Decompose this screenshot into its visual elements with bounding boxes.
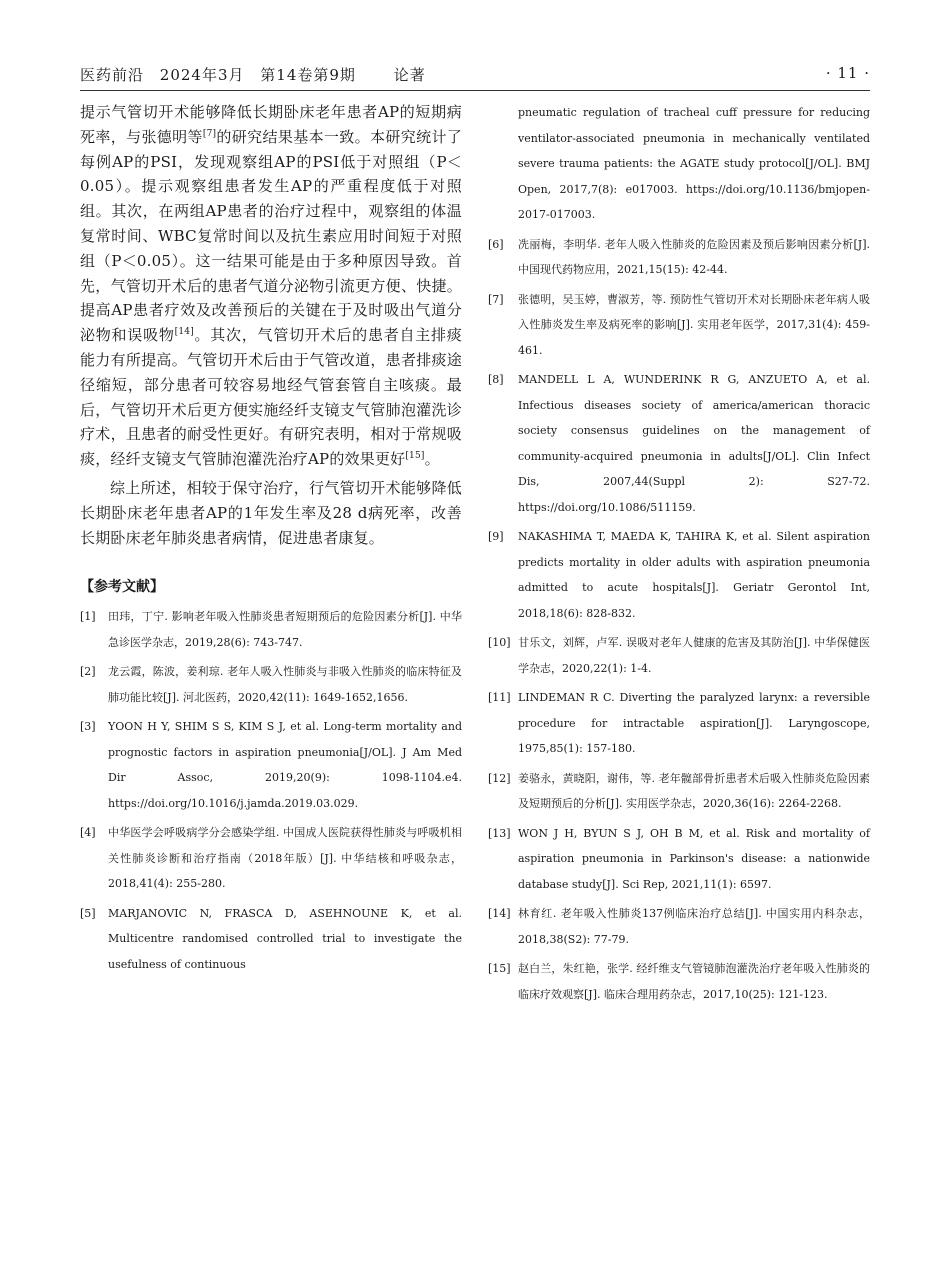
reference-text: NAKASHIMA T, MAEDA K, TAHIRA K, et al. Silent aspiration predicts mortality in older adults with aspiration pneumonia admitted to acute hospitals[J]. Geriatr Gerontol Int, 2018,18(6): 828-832. — [518, 530, 870, 620]
header-left — [80, 64, 436, 85]
running-header — [80, 60, 870, 86]
reference-item — [488, 287, 870, 364]
reference-number: [6] — [488, 237, 504, 251]
body-paragraph-1: 提示气管切开术能够降低长期卧床老年患者AP的短期病死率，与张德明等[7]的研究结果基本一致。本研究统计了每例AP的PSI，发现观察组AP的PSI低于对照组（P＜0.05）。提示观察组患者发生AP的严重程度低于对照组。其次，在两组AP患者的治疗过程中，观察组的体温复常时间、WBC复常时间以及抗生素应用时间短于对照组（P＜0.05）。这一结果可能是由于多种原因导致。首先，气管切开术后的患者气道分泌物引流更方便、快捷。提高AP患者疗效及改善预后的关键在于及时吸出气道分泌物和误吸物[14]。其次，气管切开术后的患者自主排痰能力有所提高。气管切开术后由于气管改道，患者排痰途径缩短，部分患者可较容易地经气管套管自主咳痰。最后，气管切开术后更方便实施经纤支镜支气管肺泡灌洗诊疗术，且患者的耐受性更好。有研究表明，相对于常规吸痰，经纤支镜支气管肺泡灌洗治疗AP的效果更好[15]。 — [80, 103, 463, 469]
citation-14: [14] — [174, 327, 194, 338]
reference-item — [80, 820, 462, 897]
body-paragraph-2: 综上所述，相较于保守治疗，行气管切开术能够降低长期卧床老年患者AP的1年发生率及28 d病死率，改善长期卧床老年肺炎患者病情，促进患者康复。 — [80, 478, 462, 547]
citation-15: [15] — [405, 451, 425, 462]
reference-number: [15] — [488, 962, 511, 975]
reference-item — [488, 956, 870, 1007]
reference-list-right — [488, 232, 870, 1008]
reference-number: [12] — [488, 771, 511, 785]
left-column — [80, 100, 462, 981]
reference-text: 甘乐文，刘辉，卢军. 误吸对老年人健康的危害及其防治[J]. 中华保健医学杂志，2020,22(1): 1-4. — [518, 636, 870, 675]
issue-date: 2024年3月 — [159, 66, 245, 84]
reference-text: 林育红. 老年吸入性肺炎137例临床治疗总结[J]. 中国实用内科杂志，2018,38(S2): 77-79. — [518, 907, 870, 946]
reference-text: WON J H, BYUN S J, OH B M, et al. Risk and mortality of aspiration pneumonia in Parkinson's disease: a nationwide database study[J]. Sci Rep, 2021,11(1): 6597. — [518, 826, 870, 891]
reference-number: [14] — [488, 907, 511, 920]
references-heading: 【参考文献】 — [80, 579, 164, 596]
reference-number: [4] — [80, 826, 96, 840]
reference-text: 冼丽梅，李明华. 老年人吸入性肺炎的危险因素及预后影响因素分析[J]. 中国现代药物应用，2021,15(15): 42-44. — [518, 237, 870, 276]
reference-number: [5] — [80, 906, 96, 920]
reference-text: MARJANOVIC N, FRASCA D, ASEHNOUNE K, et al. Multicentre randomised controlled trial to investigate the usefulness of continuous — [108, 906, 462, 971]
reference-number: [1] — [80, 610, 96, 624]
reference-number: [13] — [488, 826, 511, 840]
right-column — [488, 100, 870, 1011]
reference-item — [488, 766, 870, 817]
reference-text: MANDELL L A, WUNDERINK R G, ANZUETO A, et al. Infectious diseases society of america/american thoracic society consensus guidelines on the management of community-acquired pneumonia in adults[J/OL]. Clin Infect Dis, 2007,44(Suppl 2): S27-72. https://doi.org/10.1086/511159. — [518, 373, 870, 514]
reference-number: [8] — [488, 373, 504, 386]
reference-item — [488, 685, 870, 762]
reference-number: [10] — [488, 636, 511, 649]
reference-item — [488, 367, 870, 520]
reference-item — [488, 524, 870, 626]
reference-number: [9] — [488, 530, 504, 543]
reference-number: [11] — [488, 691, 511, 704]
reference-item — [80, 714, 462, 816]
reference-text: YOON H Y, SHIM S S, KIM S J, et al. Long-term mortality and prognostic factors in aspiration pneumonia[J/OL]. J Am Med Dir Assoc, 2019,20(9): 1098-1104.e4. https://doi.org/10.1016/j.jamda.2019.03.029. — [108, 720, 462, 810]
page-number: · 11 · — [825, 64, 870, 82]
reference-text: 赵白兰，朱红艳，张学. 经纤维支气管镜肺泡灌洗治疗老年吸入性肺炎的临床疗效观察[J]. 临床合理用药杂志，2017,10(25): 121-123. — [518, 962, 870, 1001]
reference-list-left — [80, 604, 462, 977]
volume-issue: 第14卷第9期 — [260, 66, 356, 84]
reference-number: [3] — [80, 720, 96, 734]
header-rule — [80, 90, 870, 91]
journal-name: 医药前沿 — [80, 66, 145, 84]
citation-7: [7] — [202, 128, 217, 139]
reference-number: [2] — [80, 665, 96, 679]
reference-text: LINDEMAN R C. Diverting the paralyzed larynx: a reversible procedure for intractable aspiration[J]. Laryngoscope, 1975,85(1): 157-180. — [518, 691, 870, 755]
reference-text: 张德明，吴玉婷，曹淑芳，等. 预防性气管切开术对长期卧床老年病人吸入性肺炎发生率及病死率的影响[J]. 实用老年医学，2017,31(4): 459-461. — [518, 292, 870, 357]
reference-item — [488, 901, 870, 952]
article-genre: 论著 — [393, 66, 426, 84]
reference-item — [80, 901, 462, 978]
reference-text: 龙云霞，陈波，姜利琼. 老年人吸入性肺炎与非吸入性肺炎的临床特征及肺功能比较[J]. 河北医药，2020,42(11): 1649-1652,1656. — [108, 665, 462, 704]
reference-item — [488, 630, 870, 681]
reference-number: [7] — [488, 292, 504, 306]
reference-text: 姜骆永，黄晓阳，谢伟，等. 老年髋部骨折患者术后吸入性肺炎危险因素及短期预后的分析[J]. 实用医学杂志，2020,36(16): 2264-2268. — [518, 771, 870, 810]
reference-item — [488, 232, 870, 283]
reference-item — [80, 659, 462, 710]
reference-item — [488, 821, 870, 898]
reference-5-continued: pneumatic regulation of tracheal cuff pressure for reducing ventilator-associated pneumonia in mechanically ventilated severe trauma patients: the AGATE study protocol[J/OL]. BMJ Open, 2017,7(8): e017003. https://doi.org/10.1136/bmjopen-2017-017003. — [518, 106, 870, 221]
reference-item — [80, 604, 462, 655]
reference-text: 田玮，丁宁. 影响老年吸入性肺炎患者短期预后的危险因素分析[J]. 中华急诊医学杂志，2019,28(6): 743-747. — [108, 610, 462, 649]
reference-text: 中华医学会呼吸病学分会感染学组. 中国成人医院获得性肺炎与呼吸机相关性肺炎诊断和治疗指南（2018年版）[J]. 中华结核和呼吸杂志，2018,41(4): 255-280. — [108, 826, 462, 891]
